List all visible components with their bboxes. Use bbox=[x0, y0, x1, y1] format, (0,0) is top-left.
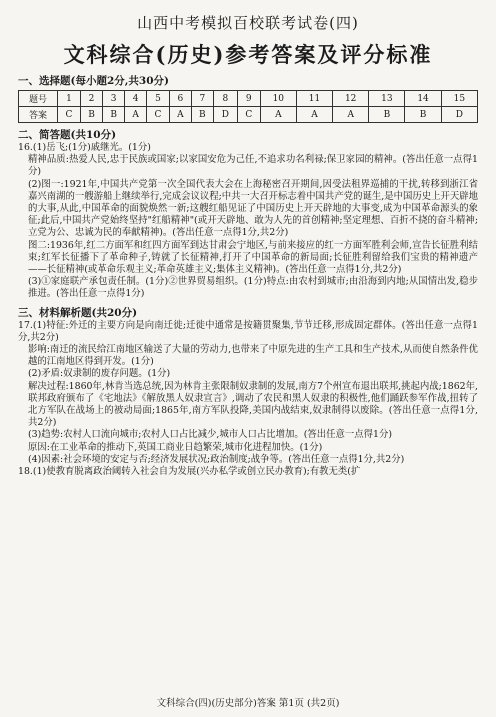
answer-paragraph: 16.(1)岳飞;(1分)戚继光。(1分) bbox=[18, 142, 151, 153]
answer-cell: A bbox=[169, 107, 191, 123]
page-footer: 文科综合(四)(历史部分)答案 第1页 (共2页) bbox=[156, 698, 340, 709]
section-heading-choice: 一、选择题(每小题2分,共30分) bbox=[18, 75, 170, 87]
question-number: 3 bbox=[103, 91, 125, 107]
answer-table bbox=[18, 90, 478, 123]
answer-cell: D bbox=[213, 107, 237, 123]
answer-cell: C bbox=[237, 107, 260, 123]
question-number: 11 bbox=[296, 91, 332, 107]
answer-cell: B bbox=[405, 107, 441, 123]
exam-series-title: 山西中考模拟百校联考试卷(四) bbox=[137, 14, 359, 32]
question-number: 5 bbox=[147, 91, 170, 107]
row-label: 题号 bbox=[19, 91, 58, 107]
short-answer-body bbox=[18, 142, 478, 301]
answer-paragraph: (2)图一:1921年,中国共产党第一次全国代表大会在上海秘密召开期间,因受法租界巡捕的干扰,转移到浙江省嘉兴南湖的一艘游船上继续举行,完成会议议程;中共一大召开标志着中国共产党的诞生,是中国历史上开天辟地的大事,从此,中国革命的面貌焕然一新;这艘红船见证了中国历史上开天辟地的大事变,成为中国革命源头的象征;此后,中国共产党始终坚持"红船精神"(或开天辟地、敢为人先的首创精神;坚定理想、百折不挠的奋斗精神;立党为公、忠诚为民的奉献精神)。(答出任意一点得1分,共2分) bbox=[28, 178, 478, 239]
question-number: 7 bbox=[191, 91, 213, 107]
question-number: 1 bbox=[58, 91, 81, 107]
answer-paragraph: (3)①家庭联产承包责任制。(1分)②世界贸易组织。(1分)特点:由农村到城市;由沿海到内地;从国情出发,稳步推进。(答出任意一点得1分) bbox=[28, 276, 478, 300]
answer-cell: B bbox=[191, 107, 213, 123]
section-heading-short-answer: 二、简答题(共10分) bbox=[18, 129, 117, 141]
answer-row bbox=[19, 107, 478, 123]
question-number: 2 bbox=[80, 91, 102, 107]
answer-paragraph: (2)矛盾:奴隶制的废存问题。(1分) bbox=[28, 368, 171, 380]
answer-cell: C bbox=[147, 107, 170, 123]
question-number: 15 bbox=[441, 91, 477, 107]
answer-paragraph: (4)因素:社会环境的安定与否;经济发展状况;政治制度;战争等。(答出任意一点得1分,共2分) bbox=[28, 453, 405, 465]
answer-cell: B bbox=[80, 107, 102, 123]
answer-cell: B bbox=[369, 107, 405, 123]
answer-paragraph: 图二:1936年,红二方面军和红四方面军到达甘肃会宁地区,与前来接应的红一方面军胜利会师,宣告长征胜利结束;红军长征播下了革命种子,铸就了长征精神,打开了中国革命的新局面;长征胜利留给我们宝贵的精神遗产——长征精神(或革命乐观主义;革命英雄主义;集体主义精神)。(答出任意一点得1分,共2分) bbox=[28, 239, 478, 276]
material-analysis-body bbox=[18, 320, 478, 479]
question-number: 12 bbox=[333, 91, 369, 107]
row-label: 答案 bbox=[19, 107, 58, 123]
answer-cell: D bbox=[441, 107, 477, 123]
question-number: 8 bbox=[213, 91, 237, 107]
question-number-row bbox=[19, 91, 478, 107]
page-title: 文科综合(历史)参考答案及评分标准 bbox=[63, 42, 433, 67]
answer-paragraph: 影响:南迁的流民给江南地区输送了大量的劳动力,也带来了中原先进的生产工具和生产技术,从而使自然条件优越的江南地区得到开发。(1分) bbox=[28, 344, 478, 368]
answer-paragraph: 精神品质:热爱人民,忠于民族或国家;以家国安危为己任,不追求功名利禄;保卫家园的精神。(答出任意一点得1分) bbox=[28, 154, 478, 178]
answer-paragraph: 18.(1)使教育脱离政治阈转入社会自为发展(兴办私学或创立民办教育);有教无类(扩 bbox=[18, 466, 361, 478]
answer-paragraph: (3)趋势:农村人口流向城市;农村人口占比减少,城市人口占比增加。(答出任意一点得1分) bbox=[28, 429, 392, 441]
question-number: 10 bbox=[260, 91, 296, 107]
answer-cell: A bbox=[125, 107, 147, 123]
answer-paragraph: 17.(1)特征:外迁的主要方向是向南迁徙;迁徙中通常是按籍贯聚集,节节迁移,形成固定群体。(答出任意一点得1分,共2分) bbox=[18, 319, 478, 343]
answer-cell: C bbox=[58, 107, 81, 123]
answer-cell: A bbox=[260, 107, 296, 123]
question-number: 13 bbox=[369, 91, 405, 107]
question-number: 4 bbox=[125, 91, 147, 107]
answer-cell: A bbox=[333, 107, 369, 123]
section-heading-material-analysis: 三、材料解析题(共20分) bbox=[18, 306, 138, 319]
answer-cell: B bbox=[103, 107, 125, 123]
question-number: 6 bbox=[169, 91, 191, 107]
question-number: 14 bbox=[405, 91, 441, 107]
question-number: 9 bbox=[237, 91, 260, 107]
answer-cell: A bbox=[296, 107, 332, 123]
answer-paragraph: 解决过程:1860年,林肯当选总统,因为林肯主张限制奴隶制的发展,南方7个州宣布退出联邦,挑起内战;1862年,联邦政府颁布了《宅地法》《解放黑人奴隶宣言》,调动了农民和黑人奴隶的积极性,他们踊跃参军作战,扭转了北方军队在战场上的被动局面;1865年,南方军队投降,美国内战结束,奴隶制得以废除。(答出任意一点得1分,共2分) bbox=[28, 380, 478, 429]
answer-paragraph: 原因:在工业革命的推动下,英国工商业日趋繁荣,城市化进程加快。(1分) bbox=[28, 441, 323, 453]
